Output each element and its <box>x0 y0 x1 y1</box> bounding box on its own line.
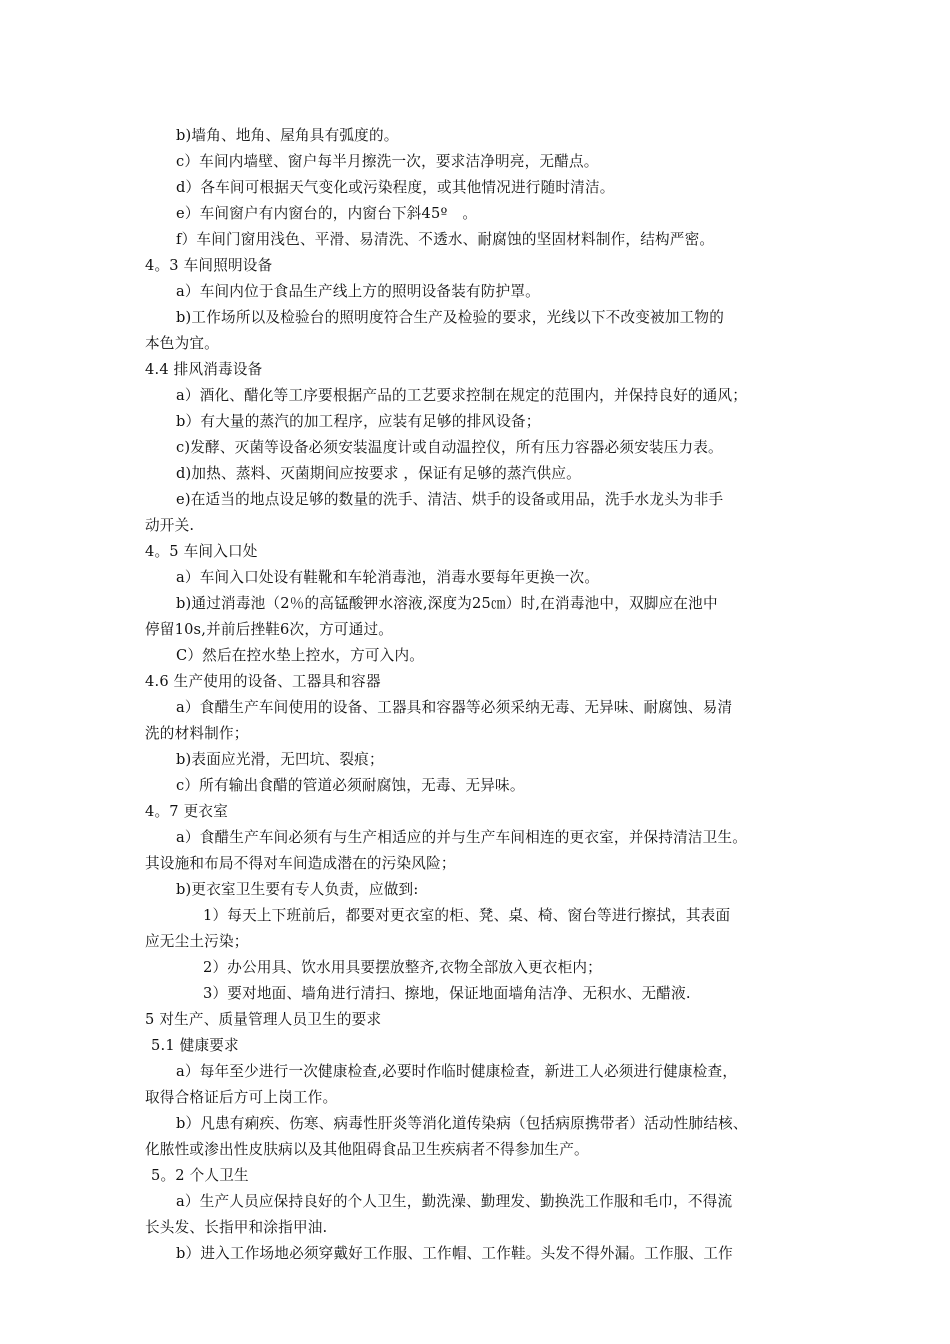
section-heading: 4.4 排风消毒设备 <box>145 361 263 378</box>
text-line: a）车间内位于食品生产线上方的照明设备装有防护罩。 <box>176 283 540 300</box>
text-line: e)在适当的地点设足够的数量的洗手、清洁、烘手的设备或用品，洗手水龙头为非手 <box>176 491 724 508</box>
section-heading: 5.1 健康要求 <box>151 1037 239 1054</box>
text-line: a）酒化、醋化等工序要根据产品的工艺要求控制在规定的范围内，并保持良好的通风； <box>176 387 748 404</box>
text-line: f）车间门窗用浅色、平滑、易清洗、不透水、耐腐蚀的坚固材料制作，结构严密。 <box>176 231 715 248</box>
text-line: b)墙角、地角、屋角具有弧度的。 <box>176 127 399 144</box>
text-line: a）食醋生产车间必须有与生产相适应的并与生产车间相连的更衣室，并保持清洁卫生。 <box>176 829 748 846</box>
section-heading: 4.6 生产使用的设备、工器具和容器 <box>145 673 381 690</box>
text-line: a）生产人员应保持良好的个人卫生，勤洗澡、勤理发、勤换洗工作服和毛巾，不得流 <box>176 1193 733 1210</box>
text-line: 2）办公用具、饮水用具要摆放整齐,衣物全部放入更衣柜内； <box>203 959 602 976</box>
text-line: a）食醋生产车间使用的设备、工器具和容器等必须采纳无毒、无异味、耐腐蚀、易清 <box>176 699 733 716</box>
text-line: 洗的材料制作； <box>145 725 249 742</box>
text-line: 化脓性或渗出性皮肤病以及其他阻碍食品卫生疾病者不得参加生产。 <box>145 1141 589 1158</box>
section-heading: 5。2 个人卫生 <box>151 1167 249 1184</box>
section-heading: 4。7 更衣室 <box>145 803 228 820</box>
text-line: d）各车间可根据天气变化或污染程度，或其他情况进行随时清洁。 <box>176 179 615 196</box>
text-line: 应无尘土污染； <box>145 933 249 950</box>
section-heading: 4。5 车间入口处 <box>145 543 258 560</box>
section-heading: 5 对生产、质量管理人员卫生的要求 <box>145 1011 382 1028</box>
text-line: 其设施和布局不得对车间造成潜在的污染风险； <box>145 855 456 872</box>
text-line: c)发酵、灭菌等设备必须安装温度计或自动温控仪，所有压力容器必须安装压力表。 <box>176 439 723 456</box>
text-line: b）进入工作场地必须穿戴好工作服、工作帽、工作鞋。头发不得外漏。工作服、工作 <box>176 1245 733 1262</box>
text-line: 取得合格证后方可上岗工作。 <box>145 1089 338 1106</box>
text-line: b）有大量的蒸汽的加工程序，应装有足够的排风设备； <box>176 413 541 430</box>
text-line: d)加热、蒸料、灭菌期间应按要求 ，保证有足够的蒸汽供应。 <box>176 465 581 482</box>
text-line: 长头发、长指甲和涂指甲油. <box>145 1219 328 1236</box>
text-line: 动开关. <box>145 517 195 534</box>
section-heading: 4。3 车间照明设备 <box>145 257 273 274</box>
text-line: 3）要对地面、墙角进行清扫、擦地，保证地面墙角洁净、无积水、无醋液. <box>203 985 691 1002</box>
text-line: C）然后在控水垫上控水，方可入内。 <box>176 647 425 664</box>
text-line: a）车间入口处设有鞋靴和车轮消毒池，消毒水要每年更换一次。 <box>176 569 600 586</box>
text-line: 停留10s,并前后挫鞋6次，方可通过。 <box>145 621 394 638</box>
text-line: 本色为宜。 <box>145 335 219 352</box>
text-line: 1）每天上下班前后，都要对更衣室的柜、凳、桌、椅、窗台等进行擦拭，其表面 <box>203 907 731 924</box>
text-line: e）车间窗户有内窗台的，内窗台下斜45º 。 <box>176 205 478 222</box>
text-line: c）所有输出食醋的管道必须耐腐蚀，无毒、无异味。 <box>176 777 525 794</box>
text-line: b)工作场所以及检验台的照明度符合生产及检验的要求，光线以下不改变被加工物的 <box>176 309 725 326</box>
text-line: b)表面应光滑，无凹坑、裂痕； <box>176 751 384 768</box>
text-line: c）车间内墙壁、窗户每半月擦洗一次，要求洁净明亮，无醋点。 <box>176 153 599 170</box>
text-line: a）每年至少进行一次健康检查,必要时作临时健康检查，新进工人必须进行健康检查， <box>176 1063 738 1080</box>
text-line: b)更衣室卫生要有专人负责，应做到: <box>176 881 419 898</box>
text-line: b)通过消毒池（2％的高锰酸钾水溶液,深度为25㎝）时,在消毒池中，双脚应在池中 <box>176 595 718 612</box>
text-line: b）凡患有痢疾、伤寒、病毒性肝炎等消化道传染病（包括病原携带者）活动性肺结核、 <box>176 1115 748 1132</box>
